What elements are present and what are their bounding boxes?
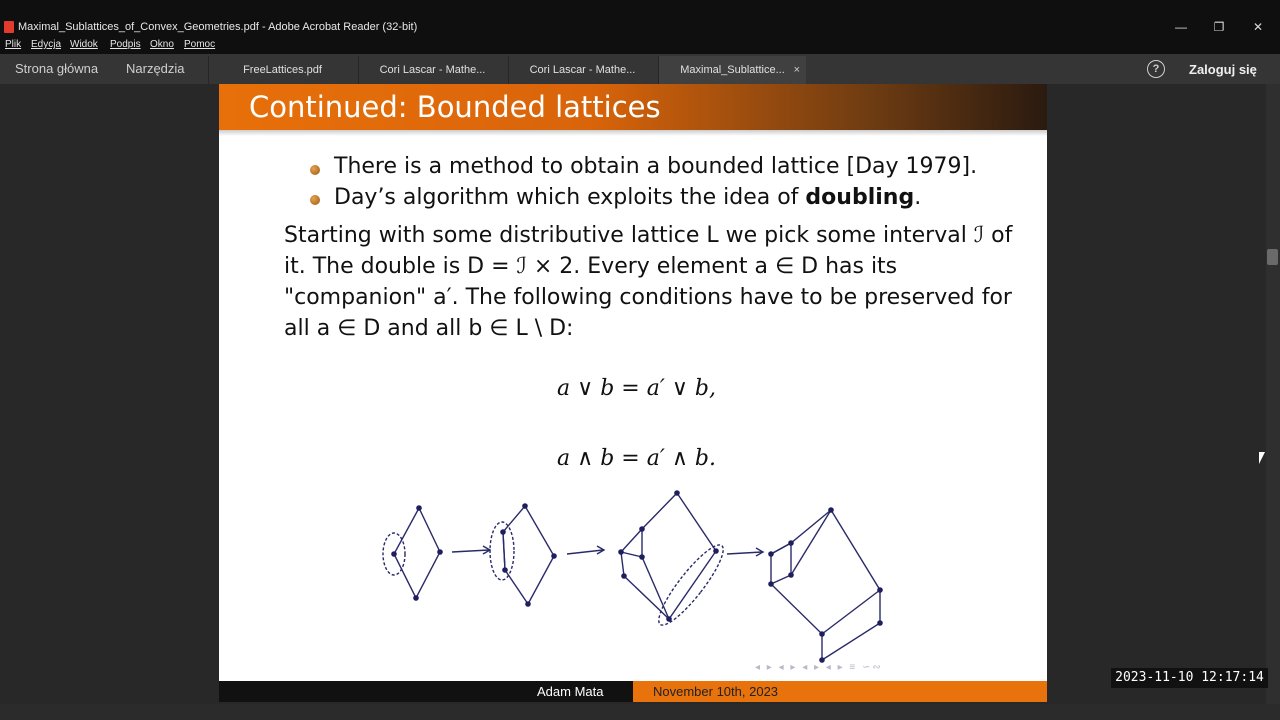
mouse-cursor-icon: [1259, 452, 1265, 464]
tab-cori-lascar-1[interactable]: [358, 56, 506, 84]
pdf-app-icon: [4, 21, 14, 33]
menu-item-sign[interactable]: Podpis: [110, 39, 141, 50]
window-titlebar: [0, 0, 1280, 38]
vertical-scrollbar[interactable]: [1266, 84, 1280, 704]
menu-item-window[interactable]: Okno: [150, 39, 174, 50]
tab-label: Maximal_Sublattice...: [680, 64, 785, 76]
tab-close-icon[interactable]: ×: [793, 64, 800, 76]
tab-maximal-sublattices[interactable]: [658, 56, 806, 84]
menu-item-file[interactable]: Plik: [5, 39, 22, 50]
tab-label: Cori Lascar - Mathe...: [379, 64, 486, 76]
bullet-icon: [310, 165, 320, 175]
minimize-button[interactable]: —: [1175, 20, 1187, 34]
slide-title: Continued: Bounded lattices: [249, 90, 661, 124]
login-button[interactable]: Zaloguj się: [1189, 62, 1257, 77]
paragraph-line-1: Starting with some distributive lattice L we pick some interval ℐ of: [284, 223, 1013, 248]
tab-cori-lascar-2[interactable]: [508, 56, 656, 84]
window-title: Maximal_Sublattices_of_Convex_Geometries.pdf - Adobe Acrobat Reader (32-bit): [18, 21, 418, 33]
paragraph-line-4: all a ∈ D and all b ∈ L \ D:: [284, 316, 574, 341]
equation-join: a ∨ b = a′ ∨ b,: [557, 376, 716, 401]
close-window-button[interactable]: ✕: [1252, 20, 1264, 34]
nav-home[interactable]: Strona główna: [15, 61, 99, 76]
bullet-text-1: There is a method to obtain a bounded lattice [Day 1979].: [334, 154, 978, 179]
tab-freelattices[interactable]: [208, 56, 356, 84]
scrollbar-thumb[interactable]: [1267, 249, 1278, 265]
bullet-icon: [310, 195, 320, 205]
tab-label: Cori Lascar - Mathe...: [529, 64, 636, 76]
bullet-text-2: Day’s algorithm which exploits the idea of doubling.: [334, 185, 922, 210]
beamer-nav-symbols[interactable]: ◂ ▸ ◂ ▸ ◂ ▸ ◂ ▸ ≡ ∽∾: [755, 662, 883, 673]
help-icon[interactable]: ?: [1147, 60, 1165, 78]
restore-button[interactable]: ❐: [1213, 20, 1225, 34]
menu-bar: [0, 38, 1280, 54]
menu-item-help[interactable]: Pomoc: [184, 39, 216, 50]
slide-header-bar: [219, 84, 1047, 130]
nav-tools[interactable]: Narzędzia: [126, 61, 185, 76]
paragraph-line-3: "companion" a′. The following conditions have to be preserved for: [284, 285, 1012, 310]
tab-label: FreeLattices.pdf: [243, 64, 322, 76]
recording-timestamp: 2023-11-10 12:17:14: [1111, 668, 1268, 688]
pdf-page: [219, 84, 1047, 702]
menu-item-edit[interactable]: Edycja: [31, 39, 62, 50]
tab-bar: [0, 54, 1280, 84]
slide-footer: [219, 681, 1047, 702]
footer-author: Adam Mata: [537, 684, 604, 699]
menu-item-view[interactable]: Widok: [70, 39, 98, 50]
equation-meet: a ∧ b = a′ ∧ b.: [557, 446, 716, 471]
paragraph-line-2: it. The double is D = ℐ × 2. Every element a ∈ D has its: [284, 254, 898, 279]
doubling-diagram: [219, 484, 1047, 684]
footer-date: November 10th, 2023: [653, 684, 779, 699]
bold-term: doubling: [805, 185, 915, 210]
